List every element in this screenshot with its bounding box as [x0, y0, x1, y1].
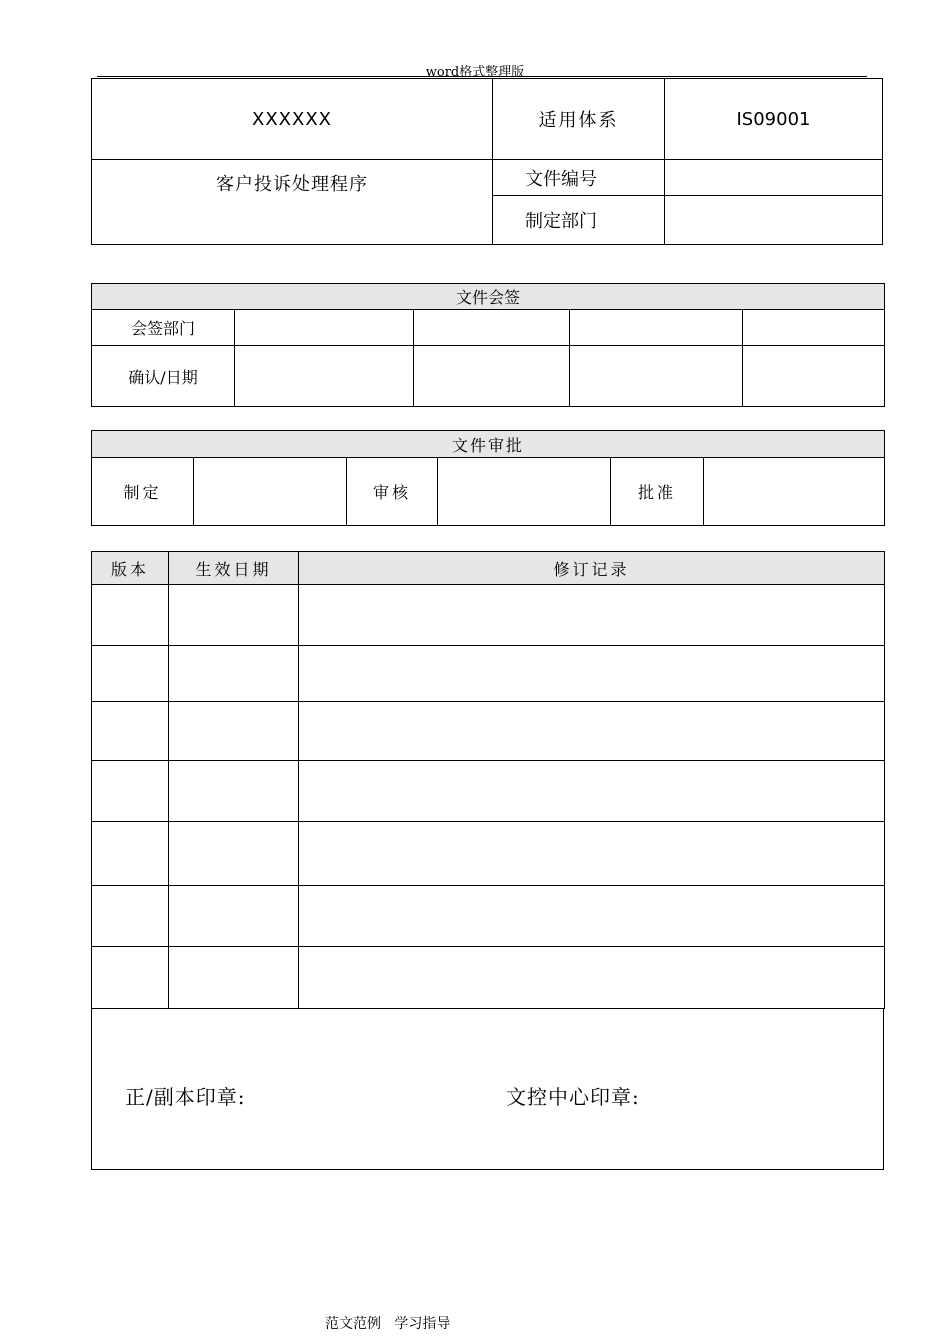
dcc-seal-label: 文控中心印章: [506, 1085, 640, 1109]
revision-header-date: 生效日期 [169, 552, 299, 585]
revision-cell[interactable] [92, 646, 169, 702]
system-value: IS09001 [665, 79, 883, 160]
countersign-cell[interactable] [570, 310, 743, 346]
confirm-cell[interactable] [743, 346, 885, 407]
header-divider [97, 76, 867, 77]
countersign-dept-label: 会签部门 [92, 310, 235, 346]
revision-cell[interactable] [92, 761, 169, 822]
approve-value[interactable] [704, 458, 885, 526]
revision-cell[interactable] [299, 886, 885, 947]
review-value[interactable] [438, 458, 611, 526]
seals-box [91, 1008, 884, 1170]
revision-cell[interactable] [299, 822, 885, 886]
doc-title: 客户投诉处理程序 [92, 160, 493, 245]
system-label: 适用体系 [493, 79, 665, 160]
doc-no-value[interactable] [665, 160, 883, 196]
confirm-cell[interactable] [570, 346, 743, 407]
prepare-value[interactable] [194, 458, 347, 526]
page-footer: 范文范例 学习指导 [325, 1316, 451, 1332]
revision-cell[interactable] [299, 585, 885, 646]
countersign-cell[interactable] [743, 310, 885, 346]
revision-header-version: 版本 [92, 552, 169, 585]
dept-value[interactable] [665, 196, 883, 245]
revision-cell[interactable] [169, 822, 299, 886]
approval-table [91, 430, 885, 526]
revision-cell[interactable] [299, 947, 885, 1009]
doc-code: XXXXXX [92, 79, 493, 160]
revision-cell[interactable] [169, 702, 299, 761]
countersign-table [91, 283, 885, 407]
revision-cell[interactable] [169, 585, 299, 646]
revision-table [91, 551, 885, 1009]
approve-label: 批准 [611, 458, 704, 526]
countersign-title: 文件会签 [92, 284, 885, 310]
revision-cell[interactable] [92, 702, 169, 761]
revision-header-record: 修订记录 [299, 552, 885, 585]
page-header-watermark: word格式整理版 [425, 65, 525, 80]
revision-cell[interactable] [92, 947, 169, 1009]
countersign-cell[interactable] [414, 310, 570, 346]
title-block [91, 78, 883, 245]
countersign-cell[interactable] [235, 310, 414, 346]
revision-cell[interactable] [299, 702, 885, 761]
confirm-cell[interactable] [414, 346, 570, 407]
revision-cell[interactable] [92, 886, 169, 947]
revision-cell[interactable] [92, 585, 169, 646]
revision-cell[interactable] [299, 761, 885, 822]
revision-cell[interactable] [169, 646, 299, 702]
confirm-date-label: 确认/日期 [92, 346, 235, 407]
dept-label: 制定部门 [493, 196, 665, 245]
confirm-cell[interactable] [235, 346, 414, 407]
approval-title: 文件审批 [92, 431, 885, 458]
revision-cell[interactable] [169, 947, 299, 1009]
copy-seal-label: 正/副本印章: [125, 1085, 246, 1109]
prepare-label: 制定 [92, 458, 194, 526]
doc-no-label: 文件编号 [493, 160, 665, 196]
review-label: 审核 [347, 458, 438, 526]
revision-cell[interactable] [169, 761, 299, 822]
revision-cell[interactable] [92, 822, 169, 886]
revision-cell[interactable] [299, 646, 885, 702]
revision-cell[interactable] [169, 886, 299, 947]
